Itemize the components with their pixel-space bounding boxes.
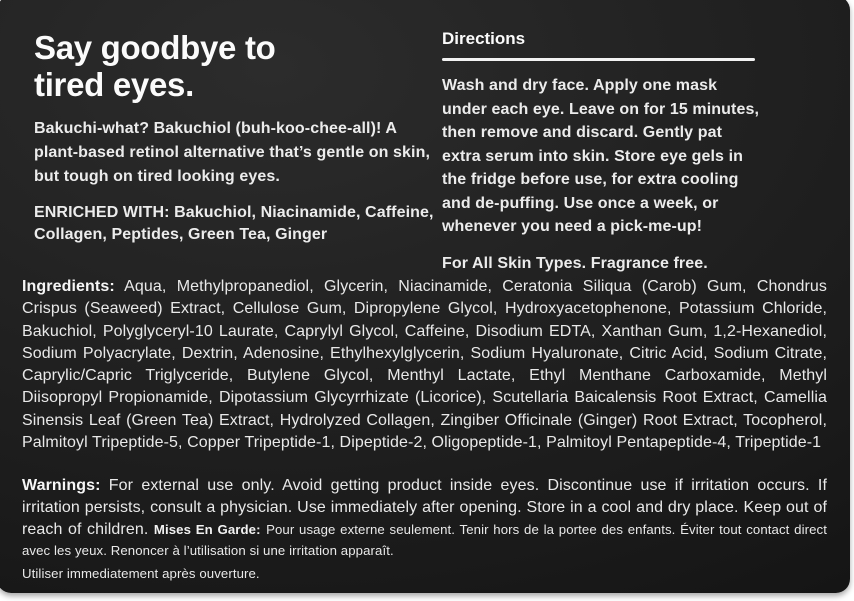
skin-types-copy: For All Skin Types. Fragrance free.	[442, 254, 708, 272]
warnings-paragraph	[22, 475, 827, 585]
ingredients-label: Ingredients:	[22, 278, 115, 295]
mises-en-garde-label: Mises En Garde:	[153, 521, 261, 537]
headline-line-2: tired eyes.	[34, 66, 194, 103]
headline	[34, 29, 440, 103]
warnings-english-copy: For external use only. Avoid getting product inside eyes. Discontinue use if irritation occurs. If irritation persists, consult a physician. Use immediately after opening. Store in a cool and dry place. Keep out of reach of children.	[22, 477, 827, 538]
left-column	[34, 29, 440, 246]
warnings-french-line2: Utiliser immediatement après ouverture.	[22, 566, 260, 582]
directions-underline	[442, 58, 755, 61]
headline-line-1: Say goodbye to	[34, 29, 276, 66]
intro-copy: Bakuchi-what? Bakuchiol (buh-koo-chee-all)! A plant-based retinol alternative that’s gentle on skin, but tough on tired looking eyes.	[34, 120, 430, 185]
directions-copy: Wash and dry face. Apply one mask under each eye. Leave on for 15 minutes, then remove and discard. Gently pat extra serum into skin. Store eye gels in the fridge before use, for extra cooling and de-puffing. Use once a week, or whenever you need a pick-me-up!	[442, 77, 759, 235]
warnings-label: Warnings:	[22, 477, 101, 494]
ingredients-paragraph	[22, 276, 827, 454]
top-section	[34, 29, 836, 274]
enriched-with-copy: ENRICHED WITH: Bakuchiol, Niacinamide, Caffeine, Collagen, Peptides, Green Tea, Ginger	[34, 204, 434, 243]
right-column	[442, 29, 762, 274]
ingredients-list: Aqua, Methylpropanediol, Glycerin, Niacinamide, Ceratonia Siliqua (Carob) Gum, Chondrus Crispus (Seaweed) Extract, Cellulose Gum, Dipropylene Glycol, Hydroxyacetophenone, Potassium Chloride, Bakuchiol, Polyglyceryl-10 Laurate, Caprylyl Glycol, Caffeine, Disodium EDTA, Xanthan Gum, 1,2-Hexanediol, Sodium Polyacrylate, Dextrin, Adenosine, Ethylhexylglycerin, Sodium Hyaluronate, Citric Acid, Sodium Citrate, Caprylic/Capric Triglyceride, Butylene Glycol, Menthyl Lactate, Ethyl Menthane Carboxamide, Methyl Diisopropyl Propionamide, Dipotassium Glycyrrhizate (Licorice), Scutellaria Baicalensis Root Extract, Camellia Sinensis Leaf (Green Tea) Extract, Hydrolyzed Collagen, Zingiber Officinale (Ginger) Root Extract, Tocopherol, Palmitoyl Tripeptide-5, Copper Tripeptide-1, Dipeptide-2, Oligopeptide-1, Palmitoyl Pentapeptide-4, Tripeptide-1	[22, 278, 827, 452]
directions-heading: Directions	[442, 29, 526, 48]
warnings-french-copy: Pour usage externe seulement. Tenir hors de la portee des enfants. Éviter tout contact direct avec les yeux. Renoncer à l’utilisation si une irritation apparaît.	[22, 521, 827, 559]
